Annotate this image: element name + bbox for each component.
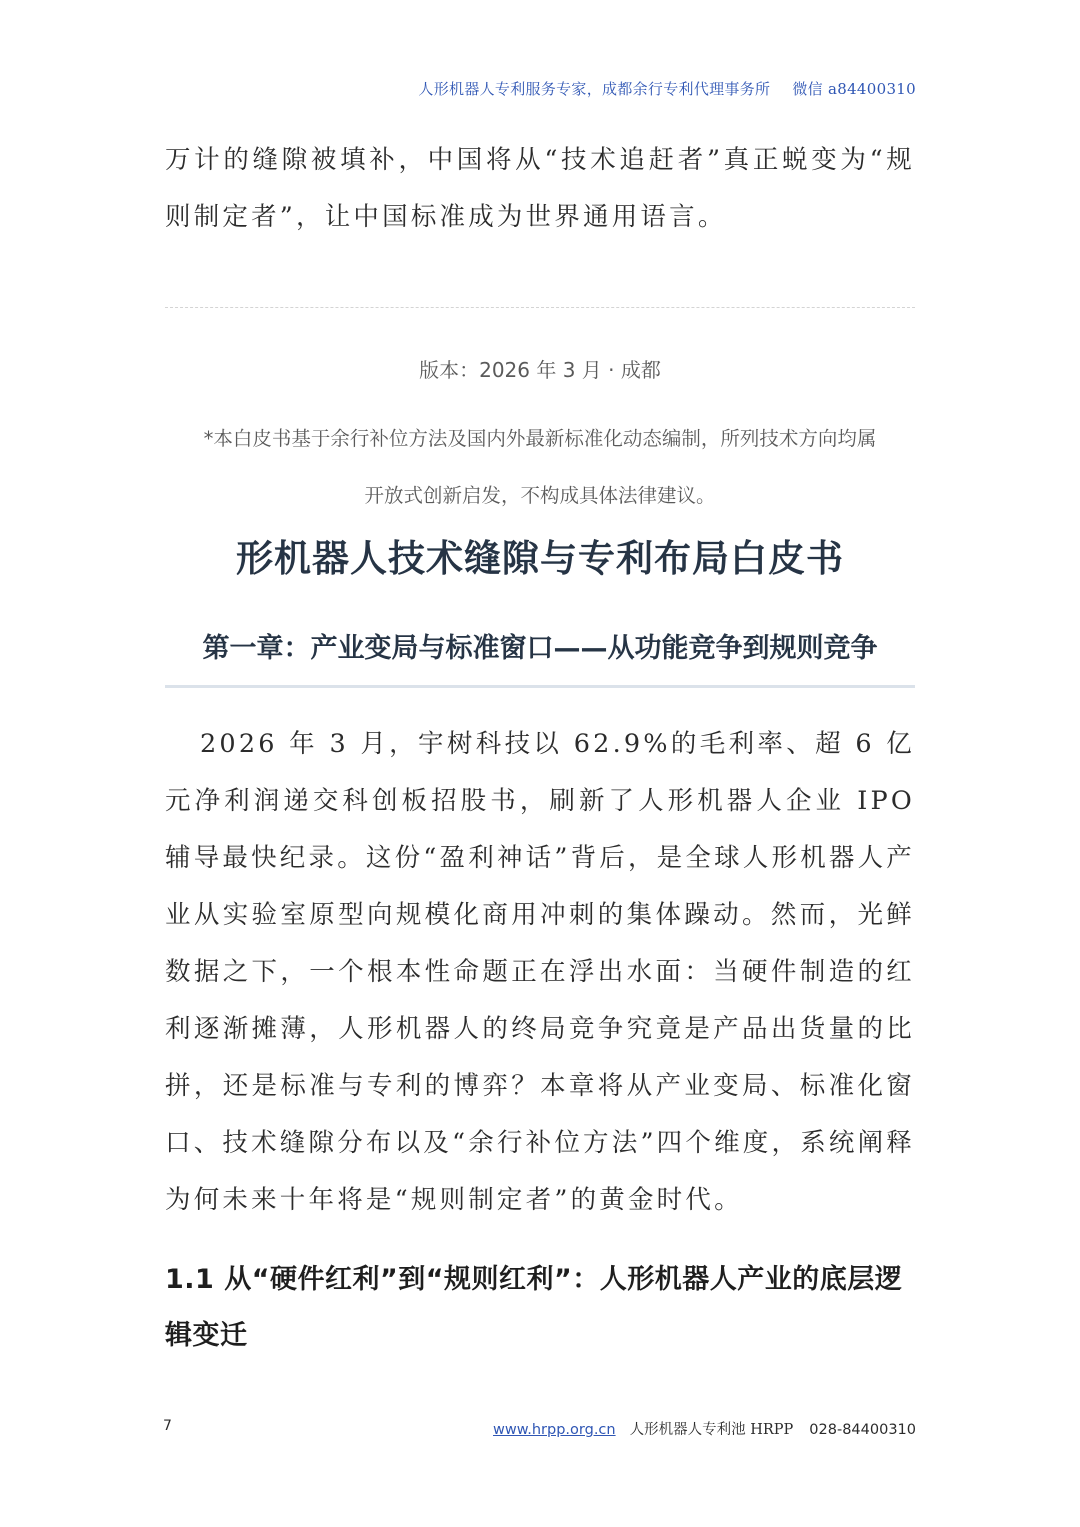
- header-firm-name: 人形机器人专利服务专家，成都余行专利代理事务所: [418, 80, 771, 98]
- page-number: 7: [163, 1418, 172, 1434]
- section-heading: 1.1 从“硬件红利”到“规则红利”：人形机器人产业的底层逻辑变迁: [165, 1264, 903, 1351]
- page-header: [418, 78, 916, 99]
- footer-phone: 028-84400310: [809, 1422, 916, 1438]
- intro-paragraph-block: [165, 132, 915, 246]
- dashed-divider: [165, 307, 915, 308]
- website-link[interactable]: www.hrpp.org.cn: [493, 1422, 616, 1438]
- body-paragraph-block: [165, 716, 915, 1229]
- page-footer: [493, 1418, 916, 1439]
- footer-site-name: 人形机器人专利池 HRPP: [629, 1422, 794, 1438]
- disclaimer-line-1: *本白皮书基于余行补位方法及国内外最新标准化动态编制，所列技术方向均属: [203, 427, 877, 450]
- header-wechat: 微信 a84400310: [792, 80, 916, 98]
- body-paragraph: 2026 年 3 月，宇树科技以 62.9%的毛利率、超 6 亿元净利润递交科创板招股书，刷新了人形机器人企业 IPO 辅导最快纪录。这份“盈利神话”背后，是全球人形机器人产业从实验室原型向规模化商用冲刺的集体躁动。然而，光鲜数据之下，一个根本性命题正在浮出水面：当硬件制造的红利逐渐摊薄，人形机器人的终局竞争究竟是产品出货量的比拼，还是标准与专利的博弈？本章将从产业变局、标准化窗口、技术缝隙分布以及“余行补位方法”四个维度，系统阐释为何未来十年将是“规则制定者”的黄金时代。: [165, 729, 915, 1215]
- document-title: 形机器人技术缝隙与专利布局白皮书: [236, 537, 844, 580]
- chapter-title: 第一章：产业变局与标准窗口——从功能竞争到规则竞争: [202, 633, 878, 664]
- disclaimer-line-2: 开放式创新启发，不构成具体法律建议。: [364, 484, 716, 507]
- chapter-divider: [165, 685, 915, 688]
- disclaimer: [165, 410, 915, 524]
- version-line: 版本：2026 年 3 月 · 成都: [419, 358, 661, 382]
- intro-paragraph: 万计的缝隙被填补，中国将从“技术追赶者”真正蜕变为“规则制定者”，让中国标准成为世界通用语言。: [165, 145, 915, 232]
